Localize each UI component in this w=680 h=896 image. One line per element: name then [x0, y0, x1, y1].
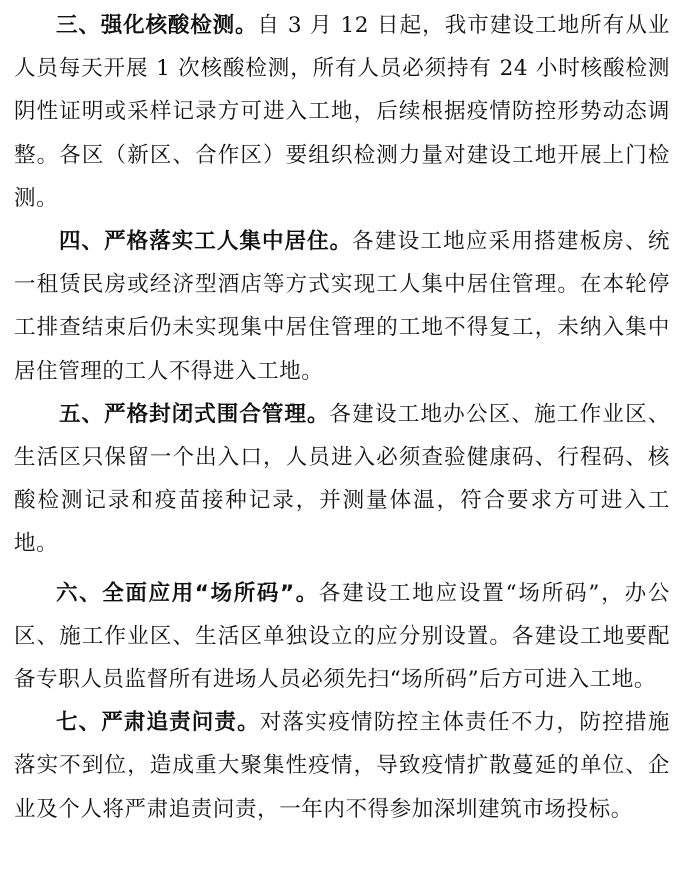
- section-4-body: 各建设工地应采用搭建板房、统一租赁民房或经济型酒店等方式实现工人集中居住管理。在本轮停工排查结束后仍未实现集中居住管理的工地不得复工，未纳入集中居住管理的工人不得进入工地。: [14, 229, 671, 384]
- section-4-heading: 四、严格落实工人集中居住。: [59, 229, 353, 255]
- section-7-body: 对落实疫情防控主体责任不力，防控措施落实不到位，造成重大聚集性疫情，导致疫情扩散蔓延的单位、企业及个人将严肃追责问责，一年内不得参加深圳建筑市场投标。: [14, 710, 670, 822]
- section-7-heading: 七、严肃追责问责。: [56, 710, 260, 736]
- section-7-paragraph: [14, 701, 670, 831]
- section-3-paragraph: [14, 4, 670, 220]
- section-6-paragraph: [14, 572, 670, 702]
- section-6-heading: 六、全面应用“场所码”。: [56, 580, 319, 606]
- section-6-body: 各建设工地应设置“场所码”，办公区、施工作业区、生活区单独设立的应分别设置。各建设工地要配备专职人员监督所有进场人员必须先扫“场所码”后方可进入工地。: [14, 580, 670, 693]
- section-3-heading: 三、强化核酸检测。: [56, 13, 258, 38]
- section-5-heading: 五、严格封闭式围合管理。: [59, 401, 330, 427]
- section-5-body: 各建设工地办公区、施工作业区、生活区只保留一个出入口，人员进入必须查验健康码、行程码、核酸检测记录和疫苗接种记录，并测量体温，符合要求方可进入工地。: [14, 401, 670, 557]
- section-3-body: 自 3 月 12 日起，我市建设工地所有从业人员每天开展 1 次核酸检测，所有人员必须持有 24 小时核酸检测阴性证明或采样记录方可进入工地，后续根据疫情防控形势动态调整。各区（新区、合作区）要组织检测力量对建设工地开展上门检测。: [14, 13, 670, 211]
- section-4-paragraph: [14, 220, 670, 393]
- section-5-paragraph: [14, 393, 670, 566]
